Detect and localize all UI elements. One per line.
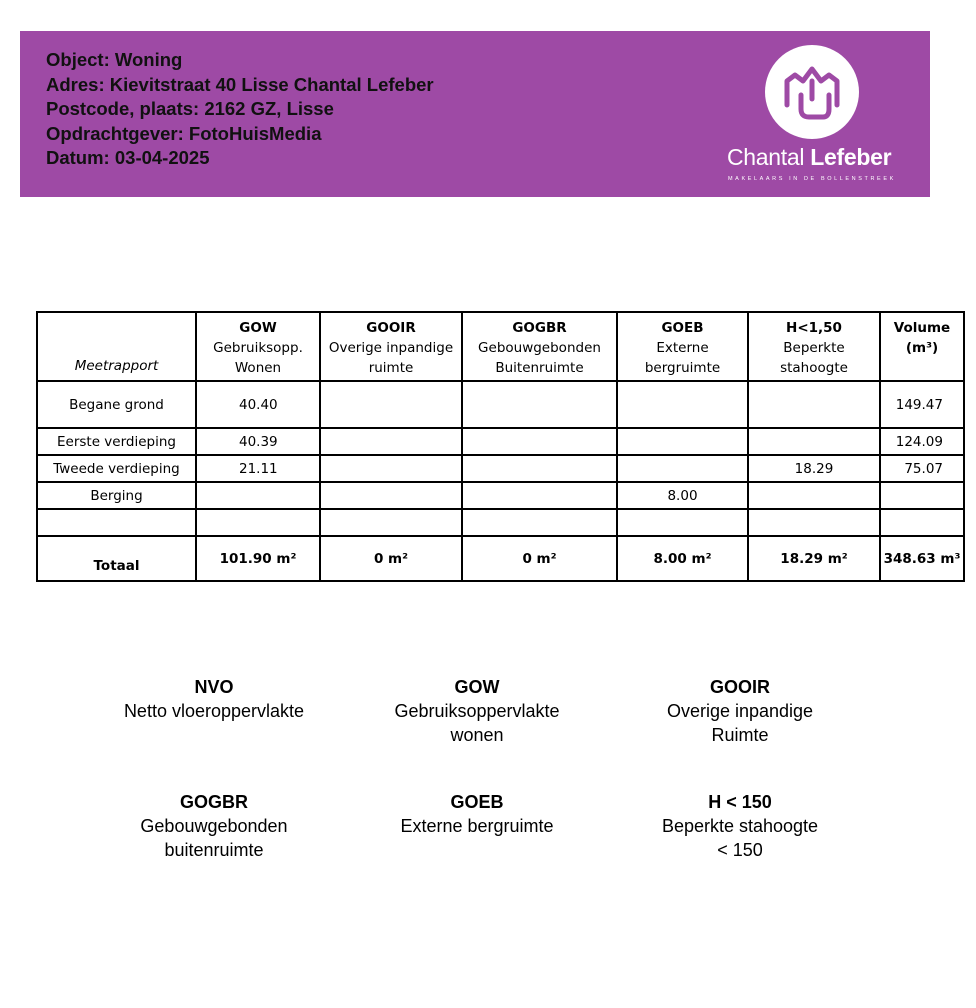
table-cell: 40.39 bbox=[196, 428, 320, 455]
table-cell bbox=[748, 509, 880, 536]
logo-last-name: Lefeber bbox=[810, 144, 892, 170]
table-cell bbox=[462, 455, 617, 482]
legend-text: Gebruiksoppervlakte bbox=[394, 701, 560, 721]
object-info bbox=[46, 48, 434, 171]
legend-item bbox=[620, 790, 860, 862]
legend-text: wonen bbox=[450, 725, 504, 745]
table-cell bbox=[617, 455, 748, 482]
table-cell: 75.07 bbox=[880, 455, 964, 482]
table-cell: 40.40 bbox=[196, 381, 320, 428]
table-cell bbox=[617, 428, 748, 455]
legend-code: GOGBR bbox=[179, 792, 248, 812]
legend-item bbox=[357, 790, 597, 838]
table-row bbox=[37, 482, 964, 509]
column-header: GOOIR Overige inpandige ruimte bbox=[320, 312, 462, 381]
legend-text: Gebouwgebonden bbox=[140, 816, 288, 836]
logo-wordmark bbox=[727, 144, 891, 171]
legend-item bbox=[620, 675, 860, 747]
table-row bbox=[37, 509, 964, 536]
table-cell bbox=[462, 381, 617, 428]
row-label: Berging bbox=[37, 482, 196, 509]
total-cell: 0 m² bbox=[462, 536, 617, 581]
table-cell bbox=[462, 482, 617, 509]
table-cell bbox=[320, 509, 462, 536]
table-cell bbox=[617, 381, 748, 428]
legend-code: NVO bbox=[194, 677, 234, 697]
legend-text: < 150 bbox=[717, 840, 763, 860]
legend-code: GOW bbox=[454, 677, 500, 697]
row-label: Begane grond bbox=[37, 381, 196, 428]
legend-code: GOEB bbox=[450, 792, 504, 812]
table-cell: 21.11 bbox=[196, 455, 320, 482]
legend-item bbox=[357, 675, 597, 747]
table-cell bbox=[617, 509, 748, 536]
total-cell: 18.29 m² bbox=[748, 536, 880, 581]
header-banner bbox=[20, 31, 930, 197]
legend-text: buitenruimte bbox=[164, 840, 264, 860]
object-line: Object: Woning bbox=[46, 49, 183, 70]
client-line: Opdrachtgever: FotoHuisMedia bbox=[46, 122, 322, 144]
column-header: H<1,50 Beperkte stahoogte bbox=[748, 312, 880, 381]
row-label bbox=[37, 509, 196, 536]
column-header: GOEB Externe bergruimte bbox=[617, 312, 748, 381]
table-cell: 18.29 bbox=[748, 455, 880, 482]
row-label: Tweede verdieping bbox=[37, 455, 196, 482]
total-cell: 8.00 m² bbox=[617, 536, 748, 581]
table-cell bbox=[748, 428, 880, 455]
table-cell bbox=[462, 428, 617, 455]
legend-item bbox=[94, 790, 334, 862]
table-cell bbox=[320, 455, 462, 482]
table-cell bbox=[748, 381, 880, 428]
table-cell bbox=[880, 509, 964, 536]
table-cell bbox=[748, 482, 880, 509]
corner-label: Meetrapport bbox=[37, 312, 196, 381]
table-cell bbox=[462, 509, 617, 536]
logo-first-name: Chantal bbox=[727, 144, 805, 170]
column-header: GOGBR Gebouwgebonden Buitenruimte bbox=[462, 312, 617, 381]
row-label: Eerste verdieping bbox=[37, 428, 196, 455]
legend-text: Ruimte bbox=[711, 725, 769, 745]
table-cell: 8.00 bbox=[617, 482, 748, 509]
total-row bbox=[37, 536, 964, 581]
table-cell bbox=[880, 482, 964, 509]
table-cell bbox=[320, 381, 462, 428]
address-line: Adres: Kievitstraat 40 Lisse Chantal Lefeber bbox=[46, 73, 434, 95]
legend-item bbox=[94, 675, 334, 723]
logo-house-icon bbox=[765, 45, 859, 139]
table-cell bbox=[320, 482, 462, 509]
legend-text: Externe bergruimte bbox=[400, 816, 554, 836]
table-cell bbox=[196, 482, 320, 509]
total-cell: 0 m² bbox=[320, 536, 462, 581]
column-header: Volume (m³) bbox=[880, 312, 964, 381]
legend-text: Netto vloeroppervlakte bbox=[123, 701, 305, 721]
total-label: Totaal bbox=[37, 536, 196, 581]
postcode-line: Postcode, plaats: 2162 GZ, Lisse bbox=[46, 98, 334, 119]
legend-code: H < 150 bbox=[708, 792, 772, 812]
table-cell: 149.47 bbox=[880, 381, 964, 428]
table-row bbox=[37, 428, 964, 455]
table-cell bbox=[196, 509, 320, 536]
logo-tagline: MAKELAARS IN DE BOLLENSTREEK bbox=[728, 176, 896, 182]
legend-text: Overige inpandige bbox=[666, 701, 814, 721]
measurement-table bbox=[36, 311, 965, 582]
total-cell: 101.90 m² bbox=[196, 536, 320, 581]
legend-text: Beperkte stahoogte bbox=[661, 816, 819, 836]
table-row bbox=[37, 455, 964, 482]
column-header: GOW Gebruiksopp. Wonen bbox=[196, 312, 320, 381]
table-cell bbox=[320, 428, 462, 455]
table-header-row bbox=[37, 312, 964, 381]
date-line: Datum: 03-04-2025 bbox=[46, 147, 210, 168]
total-cell: 348.63 m³ bbox=[880, 536, 964, 581]
legend-code: GOOIR bbox=[709, 677, 770, 697]
table-row bbox=[37, 381, 964, 428]
table-cell: 124.09 bbox=[880, 428, 964, 455]
